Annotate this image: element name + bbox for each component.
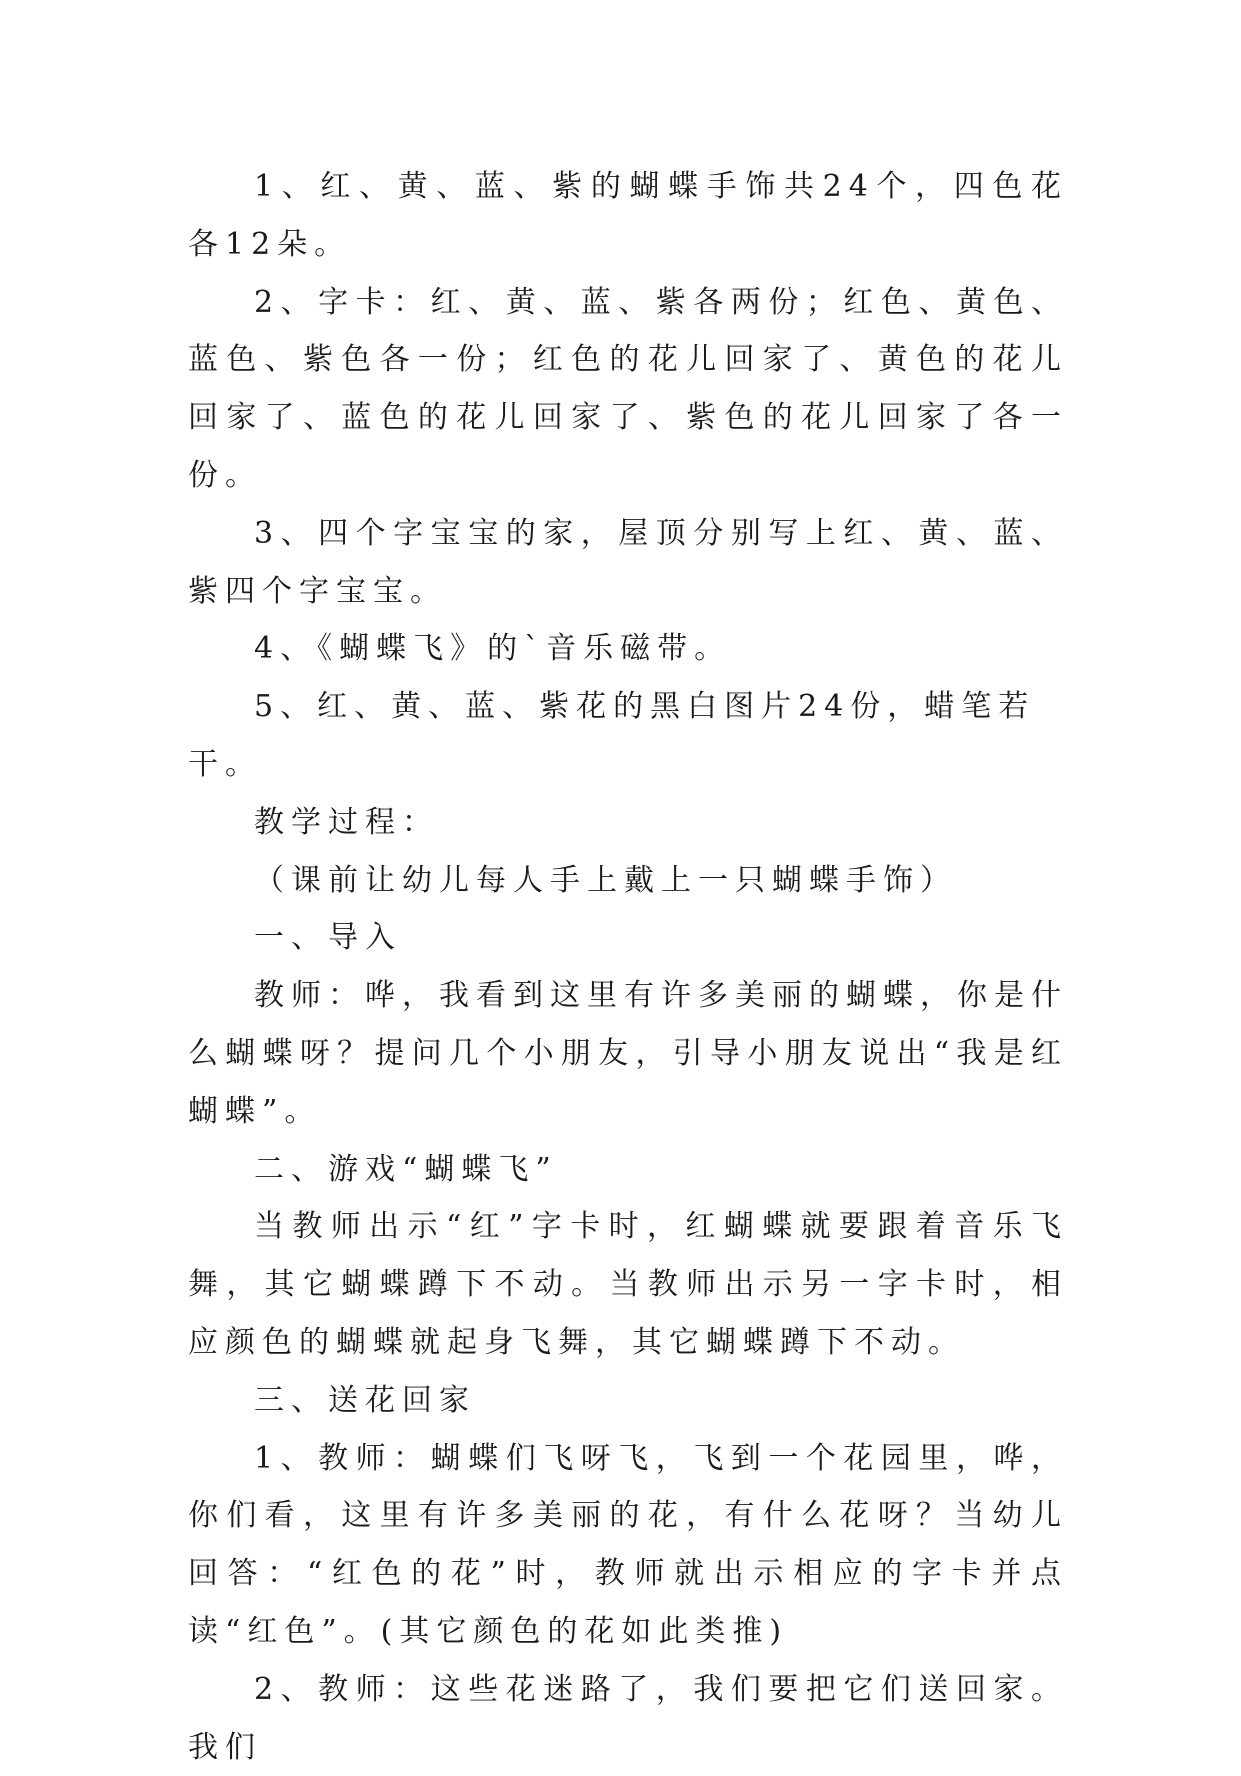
heading-section-intro: 一、导入 bbox=[254, 920, 402, 956]
paragraph-materials-4: 4、《蝴蝶飞》的`音乐磁带。 bbox=[254, 631, 732, 667]
paragraph-game: 当教师出示“红”字卡时，红蝴蝶就要跟着音乐飞舞，其它蝴蝶蹲下不动。当教师出示另一字卡时，相应颜色的蝴蝶就起身飞舞，其它蝴蝶蹲下不动。 bbox=[188, 1209, 1068, 1360]
paragraph-materials-3: 3、四个字宝宝的家，屋顶分别写上红、黄、蓝、紫四个字宝宝。 bbox=[188, 515, 1068, 609]
paragraph-materials-1: 1、红、黄、蓝、紫的蝴蝶手饰共24个，四色花各12朵。 bbox=[188, 169, 1068, 262]
paragraph-materials-5: 5、红、黄、蓝、紫花的黑白图片24份，蜡笔若干。 bbox=[188, 689, 1036, 782]
document-body bbox=[188, 158, 1068, 1776]
heading-section-game: 二、游戏“蝴蝶飞” bbox=[254, 1151, 558, 1187]
heading-section-send-flowers: 三、送花回家 bbox=[254, 1382, 476, 1418]
paragraph-intro: 教师：哗，我看到这里有许多美丽的蝴蝶，你是什么蝴蝶呀？提问几个小朋友，引导小朋友说出“我是红蝴蝶”。 bbox=[188, 978, 1068, 1129]
paragraph-send-flowers-1: 1、教师：蝴蝶们飞呀飞，飞到一个花园里，哗，你们看，这里有许多美丽的花，有什么花呀？当幼儿回答：“红色的花”时，教师就出示相应的字卡并点读“红色”。(其它颜色的花如此类推) bbox=[188, 1440, 1068, 1649]
paragraph-pre-class-note: （课前让幼儿每人手上戴上一只蝴蝶手饰） bbox=[254, 862, 957, 898]
paragraph-materials-2: 2、字卡：红、黄、蓝、紫各两份；红色、黄色、蓝色、紫色各一份；红色的花儿回家了、黄色的花儿回家了、蓝色的花儿回家了、紫色的花儿回家了各一份。 bbox=[188, 284, 1068, 493]
paragraph-send-flowers-2: 2、教师：这些花迷路了，我们要把它们送回家。我们 bbox=[188, 1671, 1068, 1765]
heading-teaching-process: 教学过程： bbox=[254, 804, 439, 840]
